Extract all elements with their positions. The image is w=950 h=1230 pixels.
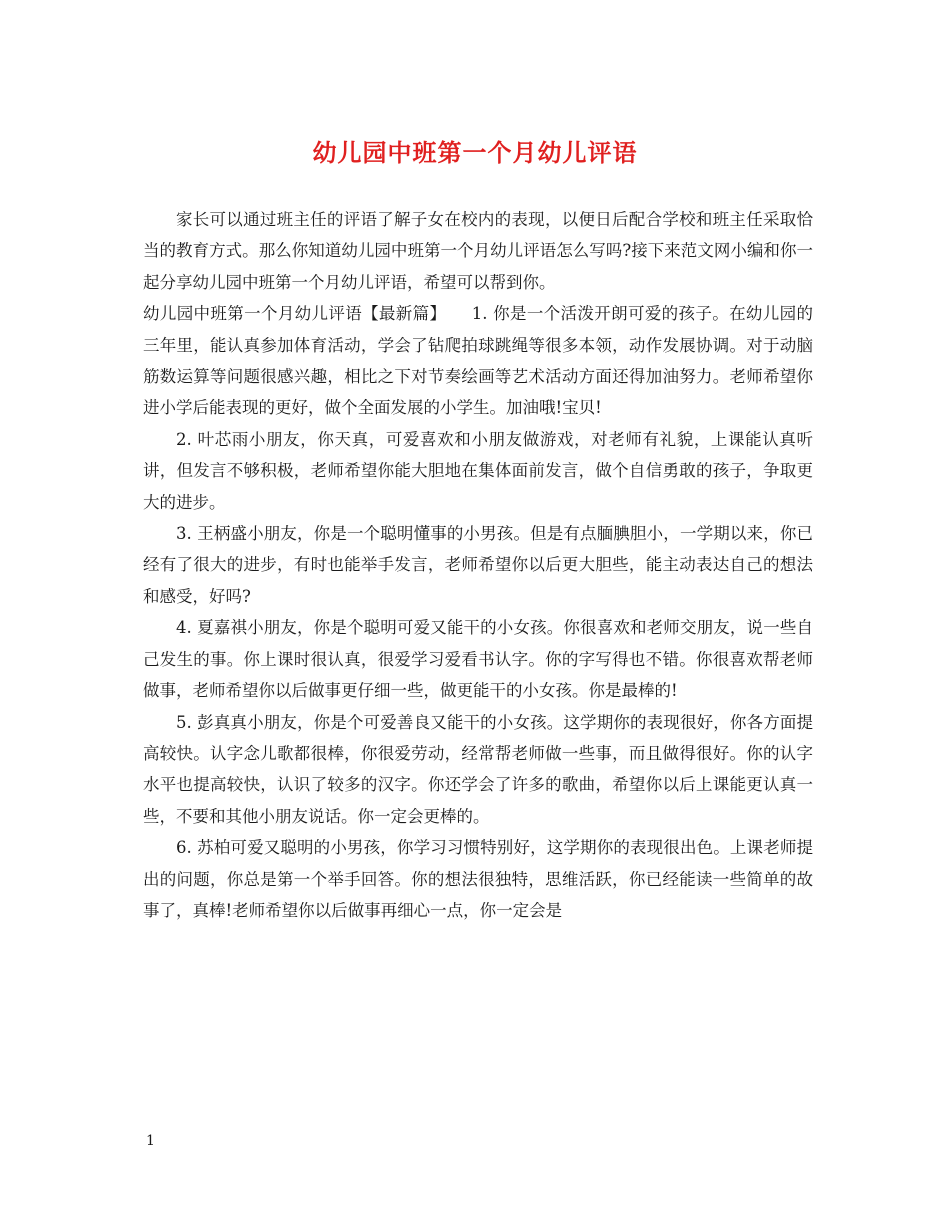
comment-paragraph-1: 幼儿园中班第一个月幼儿评语【最新篇】 1. 你是一个活泼开朗可爱的孩子。在幼儿园的三年里，能认真参加体育活动，学会了钻爬拍球跳绳等很多本领，动作发展协调。对于动脑筋数运算等问题很感兴趣，相比之下对节奏绘画等艺术活动方面还得加油努力。老师希望你进小学后能表现的更好，做个全面发展的小学生。加油哦!宝贝! (143, 304, 813, 418)
comment-paragraph-2: 2. 叶芯雨小朋友，你天真，可爱喜欢和小朋友做游戏，对老师有礼貌，上课能认真听讲，但发言不够积极，老师希望你能大胆地在集体面前发言，做个自信勇敢的孩子，争取更大的进步。 (143, 429, 813, 512)
page-number: 1 (146, 1133, 155, 1149)
comment-paragraph-4: 4. 夏嘉祺小朋友，你是个聪明可爱又能干的小女孩。你很喜欢和老师交朋友，说一些自己发生的事。你上课时很认真，很爱学习爱看书认字。你的字写得也不错。你很喜欢帮老师做事，老师希望你以后做事更仔细一些，做更能干的小女孩。你是最棒的! (143, 618, 813, 701)
intro-paragraph: 家长可以通过班主任的评语了解子女在校内的表现，以便日后配合学校和班主任采取恰当的教育方式。那么你知道幼儿园中班第一个月幼儿评语怎么写吗?接下来范文网小编和你一起分享幼儿园中班第一个月幼儿评语，希望可以帮到你。 (143, 210, 813, 292)
comment-paragraph-6: 6. 苏柏可爱又聪明的小男孩，你学习习惯特别好，这学期你的表现很出色。上课老师提出的问题，你总是第一个举手回答。你的想法很独特，思维活跃，你已经能读一些简单的故事了，真棒!老师希望你以后做事再细心一点，你一定会是 (143, 838, 813, 920)
document-title: 幼儿园中班第一个月幼儿评语 (312, 138, 638, 167)
comment-paragraph-5: 5. 彭真真小朋友，你是个可爱善良又能干的小女孩。这学期你的表现很好，你各方面提高较快。认字念儿歌都很棒，你很爱劳动，经常帮老师做一些事，而且做得很好。你的认字水平也提高较快，认识了较多的汉字。你还学会了许多的歌曲，希望你以后上课能更认真一些，不要和其他小朋友说话。你一定会更棒的。 (143, 712, 813, 826)
document-body (143, 204, 813, 926)
comment-paragraph-3: 3. 王柄盛小朋友，你是一个聪明懂事的小男孩。但是有点腼腆胆小，一学期以来，你已经有了很大的进步，有时也能举手发言，老师希望你以后更大胆些，能主动表达自己的想法和感受，好吗? (143, 524, 813, 606)
